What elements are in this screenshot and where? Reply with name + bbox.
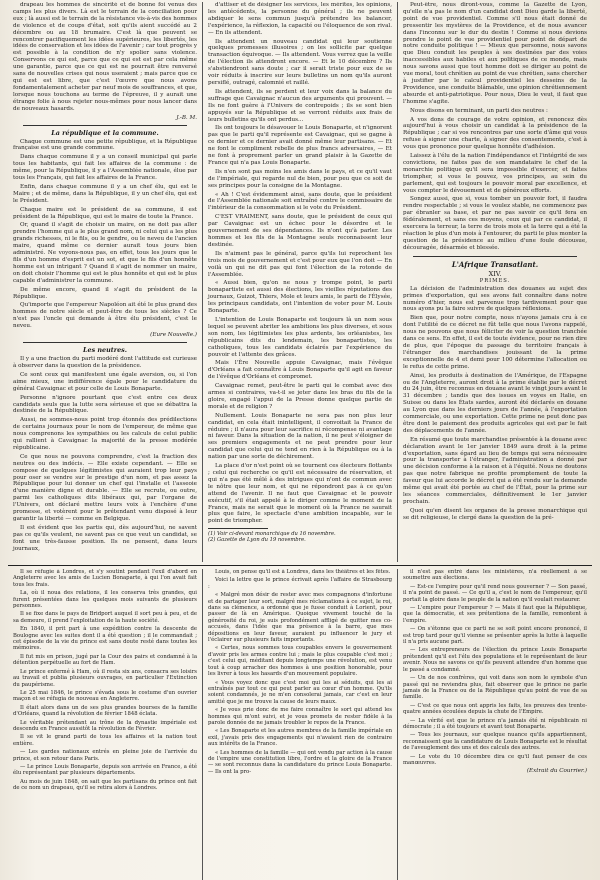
paragraph: Quoi qu'en disent les organes de la presse monarchique qui se dit religieuse, le clergé dans la question de la pré-: [403, 507, 587, 521]
paragraph: La, où il noua des relations, il les conserva très grandes, qui furent présentées dans les quelques mois suivants de plusieurs personnes.: [13, 590, 197, 610]
paragraph: Le 25 mai 1846, le prince s'évada sous le costume d'un ouvrier maçon et se réfugia de nouveau en Angleterre.: [13, 689, 197, 703]
bottom-column-1: [8, 569, 203, 880]
paragraph: Au mois de juin 1848, on sait que les partisans du prince ont fait de ce nom un drapeau, qu'il se retira alors à Londres.: [13, 778, 197, 792]
paragraph: — La vérité est que le prince n'a jamais été ni républicain ni démocrate ; il a été toujours et avant tout Bonaparte.: [403, 717, 587, 730]
lower-section: [8, 569, 592, 880]
paragraph: Aussi, ne sommes-nous point trop étonnés des prédilections de certains journaux pour le nom de l'empereur, de même que nous comprenons les sympathies ou les calculs de celui public qui rallient à Cavaignac la majorité de la presse modérée républicaine.: [13, 417, 197, 451]
paragraph: Mais l'Ère Nouvelle appuie Cavaignac, mais l'évêque d'Orléans a fait connaître à Louis Bonaparte qu'il agit en faveur de l'évêque d'Orléans et compromet.: [208, 360, 392, 381]
feuilleton-divider: [8, 565, 592, 566]
paragraph: « Les hommes de la famille — qui ont vendu par action à la cause de l'empire une constitution libre, l'ordre et la gloire de la France — se sont reconnus dans la candidature du prince Louis Bonaparte. — Ils ont la pro-: [208, 749, 392, 775]
paragraph: Nous disons en terminant, un parti des neutres :: [410, 107, 548, 114]
paragraph: En résumé que toute marchandise présentée à la douane avec déclaration avant le 1er janvier 1849 aura droit à la prime d'exportation, sans égard au lieu de temps qui sera nécessaire pour la transporter à l'étranger, l'administration a donné par une décision conforme à la raison et à l'équité. Nous ne doutons pas que notre fabrique ne profite promptement de toute la faveur que lui accorde le décret qui a été rendu sur la demande même qui avait été portée au chef de l'État, pour la prime sur les séances commerciales, définitivement le 1er janvier prochain.: [403, 436, 587, 505]
paragraph: — Tous les journaux, sur quelque nuance qu'ils appartiennent, reconnaissent que la candidature de Louis Bonaparte est le résultat de l'aveuglement des uns et des calculs des autres.: [403, 732, 587, 752]
paragraph: Qu'importe que l'empereur Napoléon ait été le plus grand des hommes de notre siècle et peut-être de tous les siècles ? Ce n'est pas l'oncle qui demande à être élu président, c'est le neveu.: [13, 302, 197, 330]
signature: (Eure Nouvelle.): [150, 332, 197, 339]
paragraph: Ce sont ceux qui manifestent une égale aversion, ou, si l'on aime mieux, une indifférence égale pour le candidature du général Cavaignac et pour celle de Louis Bonaparte.: [13, 371, 197, 392]
paragraph: Louis, on pense qu'il est à Londres, dans les théâtres et les fêtes.: [215, 569, 391, 575]
paragraph: Dans chaque commune il y a un conseil municipal qui parle tous les habitants, qui fait les affaires de la commune : de même, pour la République, il y a l'Assemblée nationale, élue par tous les Français, qui fait les affaires de la France.: [13, 154, 197, 182]
paragraph: « Malgré mon désir de rester avec mes compagnons d'infortune et de partager leur sort, malgré mes réclamations à ce sujet, le roi, dans sa clémence, a ordonné que je fusse conduit à Lorient, pour passer de là en Amérique. Quoique vivement touché de la générosité du roi, je suis profondément affligé de quitter mes co-accusés, dans l'idée que ma présence à la barre, que mes dépositions en leur faveur, auraient pu influencer le jury et l'éclairer sur plusieurs faits importants.: [208, 592, 392, 644]
paragraph: « Vous voyez donc que c'est moi qui les ai séduits, qui les ai entraînés par tout ce qui peut parler au cœur d'un homme. Qu'ils soient condamnés, je ne m'en consolerai jamais, car c'est en leur amitié que je me trouve la cause de leurs maux.: [208, 679, 392, 705]
paragraph: La décision de l'administration des douanes au sujet des primes d'exportation, qui ses avons fait connaître dans notre numéro d'hier, nous est parvenue trop tardivement pour que nous ayons pu la faire suivre de quelques réflexions.: [403, 285, 587, 313]
column-1: [8, 2, 203, 562]
paragraph: De même encore, quand il s'agit du président de la République.: [13, 286, 197, 300]
paragraph: Le véritable prétendant au trône de la dynastie impériale est descendu en France aussitôt la révolution de Février.: [13, 719, 197, 732]
paragraph: Peut-être, nous diront-vous, comme la Gazette de Lyon, qu'elle n'a pas le nom d'un candidat dont Dieu garde la liberté, point de vue providentiel. Comme s'il nous était donné de pressentir les mystères de la Providence, et de nous avancer dans l'inconnu sur le dur du destin ! Comme si nous devions prendre le point de vue providentiel pour point de départ de notre conduite politique ! — Mieux que personne, nous savons que Dieu conduit les peuples à ses destinées par des voies inaccessibles aux habiles et aux politiques de ce monde, mais nous savons aussi que tout homme doit se diriger au point de vue moral, tout chrétien au point de vue chrétien, sans chercher à justifier par le calcul providentiel les desseins de la Providence, une conduite blâmable, une opinion chrétiennement absurde et anti-patriotique. Pour nous, Dieu le veut, il faut que l'homme s'agite.: [403, 2, 587, 105]
paragraph: Ils n'en sont pas moins les amis dans le pays, et ce qu'il vaut de l'impériale, qui regarde nul de bien, pour peu que ce soit de ses principes pour la consigne de la Montagne.: [208, 168, 392, 189]
paragraph: il n'est pas entré dans les ministères, n'a réellement à se soumettre aux élections.: [403, 569, 587, 582]
section-rule: [23, 125, 187, 126]
paragraph: Il se fixe dans le pays de Bridport auquel il sort peu à peu, et de sa demeure, il prend l'exploitation de la haute société.: [13, 611, 197, 624]
paragraph: C'EST VRAIMENT, sans doute, que le président de ceux qui par Cavaignac est un échec pour le désordre et le gouvernement de ses dépendances. Ils n'ont qu'à parler. Les hommes et les fils de la Montagne seuls reconnaissent leur destinée.: [208, 214, 392, 248]
paragraph: Ce que nous ne pouvons comprendre, c'est la fraction des neutres ou des indécis. — Elle existe cependant. — Elle se compose de quelques légitimistes qui auraient trop leur pays pour oser se vendre sur le prestige d'un nom, et pas assez la République pour lui donner un chef qui l'installe et l'asseoie d'une manière digne et durable. — Elle se recrute, ou outre, parmi les catholiques dits libéraux qui, par l'organe de l'Univers, ont déclaré mettre leurs voix à l'enchère d'une promesse, et votèrent pour le prétendant venu disposé à leur garantir la liberté — comme en Belgique.: [13, 453, 197, 522]
article-subheading: PRIMES.: [479, 277, 511, 284]
paragraph: Chaque maire est le président de sa commune, il est président de la République, qui est le maire de toute la France.: [13, 206, 197, 220]
paragraph: Nullement. Louis Bonaparte ne sera pas non plus leur candidat, en cela était inintelligent, il convoitait la France de réduire ; il n'aura pour leur sacrifice ni récompense ni avantage ni faveur. Dans la situation de la nation, il ne peut s'éloigner de ses premiers engagements et ne peut prendre pour leur candidat que celui qui ne tend en rien à la République ou à la nation par une sorte de déchirement.: [208, 412, 392, 461]
bottom-column-2: [203, 569, 398, 880]
article-heading: L'Afrique Transatlant.: [451, 259, 539, 269]
paragraph: En 1840, il prit part à une expédition contre la descente de Boulogne avec les suites dont il a été question ; il le commandait ; cet épisode de la vie du prince est sans doute resté dans toutes les mémoires.: [13, 626, 197, 652]
signature: (Extrait du Courrier.): [526, 768, 587, 775]
paragraph: Il fut mis en prison, jugé par la Cour des pairs et condamné à la détention perpétuelle au fort de Ham.: [13, 653, 197, 667]
paragraph: Ils n'aiment pas le général, parce qu'ils lui reprochent les trois mois de gouvernement et c'est pour eux que l'on doit — En voilà un qui ne dit pas qui font l'élection de la rotonde de l'Assemblée.: [208, 250, 392, 278]
paragraph: A vos dons de courage de votre opinion, et renoncez dès aujourd'hui à vous choisir un candidat à la présidence de la République ; car si vos rencontres par une sorte d'âme qui vous refuse à signer une charte, à signer des consentements, c'est à vous que prononce pour quelque honnête d'adhésion.: [403, 116, 587, 151]
paragraph: Songez aussi, que si, vous tomber un pouvoir fort, il faudra rendre respectable ; si vous le voulez stable, ne commencez pas par ébranler sa base, et par ne pas savoir ce qu'il fera en fédéralement, et sans ces moyens, ceux qui par ce candidat, il exercera la terreur, la terre de trois mois et la terre qui a été la réaction le plus d'un mois à l'entourer, du parti le plus monter la question de la présidence au milieu d'une foule décousue, découragée, désarmée et blessée.: [403, 196, 587, 251]
signature: J.-B. M.: [176, 114, 197, 121]
paragraph: Cavaignac remet, peut-être le parti qui le combat avec des armes si contraires, va-t-il se jeter dans les bras du fils de la gloire, engagé l'appui de la Presse donne quelque partie de morale et de religion ?: [208, 383, 392, 410]
paragraph: — L'empire pour l'empereur ? — Mais il faut que la République, que la démocratie, et ses prétentions de la famille, remontent à l'empire.: [403, 605, 587, 624]
section-rule: [413, 256, 577, 257]
paragraph: drapeau les hommes de sincérité et de bonne foi venus des camps les plus divers. Là est le terrain de la conciliation pour eux ; là aussi est le terrain de la résistance vis-à-vis des hommes de violence et de coups d'état, soit qu'ils aient succédé au 2 décembre ou au 18 brumaire. C'est là que peuvent se rencontrer pacifiquement les idées supérieures, les libertés, les idées de conservation et les idées de l'avenir ; car tout progrès y est possible à la condition de n'y spolier sans violence. Conservons ce qui est, parce que ce qui est est par cela même une garantie, parce que ce qui est ne pourrait être renversé sans de nouvelles crises qui nous useraient ; mais parce que ce qui est est libre, que c'est l'œuvre que nous avons fondamentalement acheter par neuf mois de souffrances, et que, lorsque nous touchons au terme de l'épreuve, il y aurait une étrange folie à nous rejeter nous-mêmes pour nous lancer dans de nouveaux hasards.: [13, 2, 197, 112]
paragraph: Voici la lettre que le prince écrivait après l'affaire de Strasbourg :: [208, 577, 392, 590]
paragraph: Enfin, dans chaque commune il y a un chef élu, qui est le Maire ; et de même, dans la République, il y un chef élu, qui est le Président.: [13, 183, 197, 204]
column-2: [203, 2, 398, 562]
bottom-column-3: [398, 569, 592, 880]
paragraph: — Le vote du 10 décembre dira ce qu'il faut penser de ces manœuvres.: [403, 753, 587, 766]
paragraph: — Un de nos confrères, qui voit dans son nom le symbole d'un passé qui ne reviendra plus, fait observer que le prince ne parle jamais de la France ou de la République qu'au point de vue de sa famille.: [403, 675, 587, 701]
section-rule: [23, 342, 187, 343]
article-heading: Les neutres.: [83, 346, 127, 355]
paragraph: Le prince enfermé à Ham, où il resta six ans, consacra ses loisirs au travail et publia plusieurs ouvrages, en particulier l'Extinction du paupérisme.: [13, 668, 197, 688]
footnote: (2) Gazette de Lyon du 19 novembre.: [208, 537, 306, 544]
paragraph: Ils ont toujours le désavouer le Louis Bonaparte, et n'ignorent pas que le parti qu'il représente est Cavaignac, qui se gagne à ce dernier et ce dernier avait donné même leur partisans. — Et ne font le compliment rebelle de plus francs adversaires, — Et ne font à proprement parler un grand plaisir à la Gazette de France qui n'a pas Louis Bonaparte.: [208, 125, 392, 166]
paragraph: Il est évident que les partis qui, dès aujourd'hui, ne savent pas ce qu'ils veulent, ne savent pas ce que veut un candidat, se font une très-fausse position. Ils ne pensent, dans leurs journaux,: [13, 524, 197, 552]
paragraph: — C'est ce que nous ont appris les faits, les preuves des trente-quatre années écoulées depuis la chute de l'Empire.: [403, 702, 587, 716]
paragraph: Ainsi, les produits à destination de l'Amérique, de l'Espagne ou de l'Angleterre, auront droit à la prime établie par le décret du 24 juin, être reconnus en douane avant le vingt jours avant le 31 décembre ; tandis que des issues en voyes en Italie, en Suisse ou dans les États sardes, auront été déclarés en douane au Lyon que dans les derniers jours de l'année, à l'exportation commerciale, ou une exportation. Cette prime ne peut donc pas être dont le paiement des produits agricoles qui est par le fait des déplacements de l'année.: [403, 372, 587, 434]
paragraph: La place d'or n'est point où se tournent ces électeurs flottants ; celui qui recherche ce qu'il est nécessaire de réservation, et qui n'a pas été mêlé à des intrigues qui n'ont de commun avec le nôtre que leur nom, et qui ne répondront pas à ce qu'on attend de l'avenir. Il ne faut que Cavaignac et le pouvoir exécutif, s'il était appelé à le diriger comme le moment de la France, mais ne serait que le moment où la France ne saurait plus que faire, le spectacle d'une ambition incapable, sur le point de triompher.: [208, 463, 392, 525]
paragraph: — Le prince Louis Bonaparte, depuis son arrivée en France, a été élu représentant par plusieurs départements.: [13, 763, 197, 777]
paragraph: d'attiser et de désigner les services, les mérites, les opinions, les antécédents, la personne du général ; ils ne peuvent abdiquer le sens commun jusqu'à prétendre les balancer, l'expérience, la réflexion, la capacité ou l'éloquence de son rival. — En ils attendent.: [208, 2, 392, 36]
footnote-rule: [208, 528, 268, 529]
paragraph: — Les gardes nationaux entrés en pleine joie de l'arrivée du prince, et son retour dans Paris.: [13, 749, 197, 762]
paragraph: « Certes, nous sommes tous coupables envers le gouvernement d'avoir pris les armes contre lui ; mais le plus coupable c'est moi ; c'est celui qui, méditant depuis longtemps une révolution, est venu tout à coup arracher des hommes à une position honorable, pour les livrer à tous les hasards d'un mouvement populaire.: [208, 645, 392, 678]
paragraph: Ils attendent un nouveau candidat qui leur soutienne quelques promesses illusoires ; on les sollicite par quelque transaction équivoque. — Ils attendent. Vous verrez que la veille de l'élection ils attendront encore. — Et le 10 décembre ? Ils s'abstiendront sans doute ; car il serait triste pour eux de se voir réduits à inscrire sur leurs bulletins un nom qu'ils auront persiflé, outragé, calomnié et raillé.: [208, 38, 392, 86]
paragraph: Il se réfugie à Londres, et s'y soutint pendant l'exil d'abord en Angleterre avec les amis de Lucien Bonaparte, à qui l'on avait fait tous les frais.: [13, 569, 197, 588]
paragraph: — On s'étonne que ce parti ne se soit point encore prononcé, il est trop tard pour qu'il vienne se présenter après la lutte à laquelle il n'a pris aucune part.: [403, 626, 587, 646]
paragraph: Laissez à l'élu de la nation l'indépendance et l'intégrité de ses convictions, ne faites pas de son mandataire le chef de la monarchie politique qu'il sera impossible d'exercer, et faites triompher, si vous le pouvez, vos principes, au sein du parlement, qui est toujours le pouvoir moral par excellence, et vous compter le dévouement et de généreux efforts.: [403, 153, 587, 194]
paragraph: Bien que, pour notre compte, nous n'ayons jamais cru à ce dont l'utilité de ce décret ne fût telle que nous l'avons rappelé, nous ne pouvons que nous féliciter de voir la question tranchée dans ce sens. En effet, il est de toute évidence, pour ne rien dire de plus, que l'époque du passage du territoire français à l'étranger des marchandises jouissant de la prime exceptionnelle de 4 et demi pour 100 détermine l'allocation ou le refus de cette prime.: [403, 315, 587, 370]
column-3: [398, 2, 592, 562]
paragraph: Ils attendent, ils se perdent et leur voix dans la balance du suffrage que Cavaignac n'aucun des arguments qui prouvent. — Ils ne font guère à l'Univers de contrepoids ; ils se sont bien appuyés sur la République et se verront réduits aux frais de leurs bulletins qu'ils ont perdus...: [208, 88, 392, 123]
footnote: (1) Voir ci-devant monarchique du 16 novembre.: [208, 531, 336, 538]
paragraph: « Je vous prie donc de me faire connaître le sort qui attend les hommes qui m'ont suivi, et je vous promets de rester fidèle à la parole donnée de ne jamais troubler le repos de la France.: [208, 707, 392, 726]
paragraph: Personne n'ignore pourtant que c'est entre ces deux candidats seuls que la lutte sera sérieuse et que se débattra la destinée de la République.: [13, 394, 197, 415]
paragraph: L'intention de Louis Bonaparte est toujours là un nom sous lequel se peuvent abriter les ambitions les plus diverses, et sous son nom, les légitimistes les plus ardents, les orléanistes, les républicains dits du lendemain, les bonapartistes, les catholiques, tous les candidats éclairés par l'expérience du pouvoir et l'attente des grâces.: [208, 316, 392, 358]
article-number: XIV.: [488, 269, 502, 278]
paragraph: « Les Bonaparte et les autres membres de la famille impériale en exil, j'avais pris des engagements qui n'avaient rien de contraire aux intérêts de la France.: [208, 728, 392, 748]
paragraph: Il se vit le grand parti de tous les affaires et la nation tout entière.: [13, 734, 197, 747]
article-heading: La république et la commune.: [51, 128, 159, 137]
paragraph: Il était alors dans un de ses plus grandes bourses de la famille d'Orléans, quand la révolution de février 1848 éclata.: [13, 704, 197, 718]
paragraph: Chaque commune est une petite république, et la République française est une grande commune.: [13, 138, 197, 152]
paragraph: « Aussi bien, qu'on ne nous y trompe point, le parti bonapartiste est aussi des élections, les vieilles réputations des journaux, Guizot, Thiers, Mole et leurs amis, le parti de l'Élysée, les principaux candidats, ont l'intention de voter pour M. Louis Bonaparte.: [208, 280, 392, 315]
paragraph: Il y a une fraction du parti modéré dont l'attitude est curieuse à observer dans la question de la présidence.: [13, 356, 197, 369]
upper-section: [8, 2, 592, 562]
paragraph: — Les entrepreneurs de l'élection du prince Louis Bonaparte prétendent qu'il est l'élu des populations et le représentant de leur avenir. Nous ne savons ce qu'ils peuvent attendre d'un homme que le passé a condamné.: [403, 647, 587, 673]
paragraph: — Est-ce l'empire pour qu'il rend nous gouverner ? — Son passé, il n'a point de passé. — Ce qu'il a, c'est le nom de l'empereur, qu'il portait la gloire dans le peuple de la nation qu'il voulait restaurer.: [403, 583, 587, 603]
paragraph: « Ah ! C'est évidemment ainsi, sans doute, que le président de l'Assemblée nationale soit entraîné contre le commissaire de l'intérieur de la consommation si le vote du Président.: [208, 191, 392, 212]
paragraph: Or, quand il s'agit de choisir un maire, on ne doit pas aller prendre l'homme qui a le plus grand nom, ni celui qui a les plus grands richesses, ni le fils, ou le gendre, ou le neveu de l'ancien maire, quand même ce dernier aurait tous jours bien administré. Ne voyons-nous pas, en effet, tous les jours que le fils d'un homme d'esprit est un sot, et que le fils d'un honnête homme est un intrigant ? Quand il s'agit de nommer un maire, on doit choisir l'homme qui est le plus honnête et qui est le plus capable d'administrer la commune.: [13, 222, 197, 284]
